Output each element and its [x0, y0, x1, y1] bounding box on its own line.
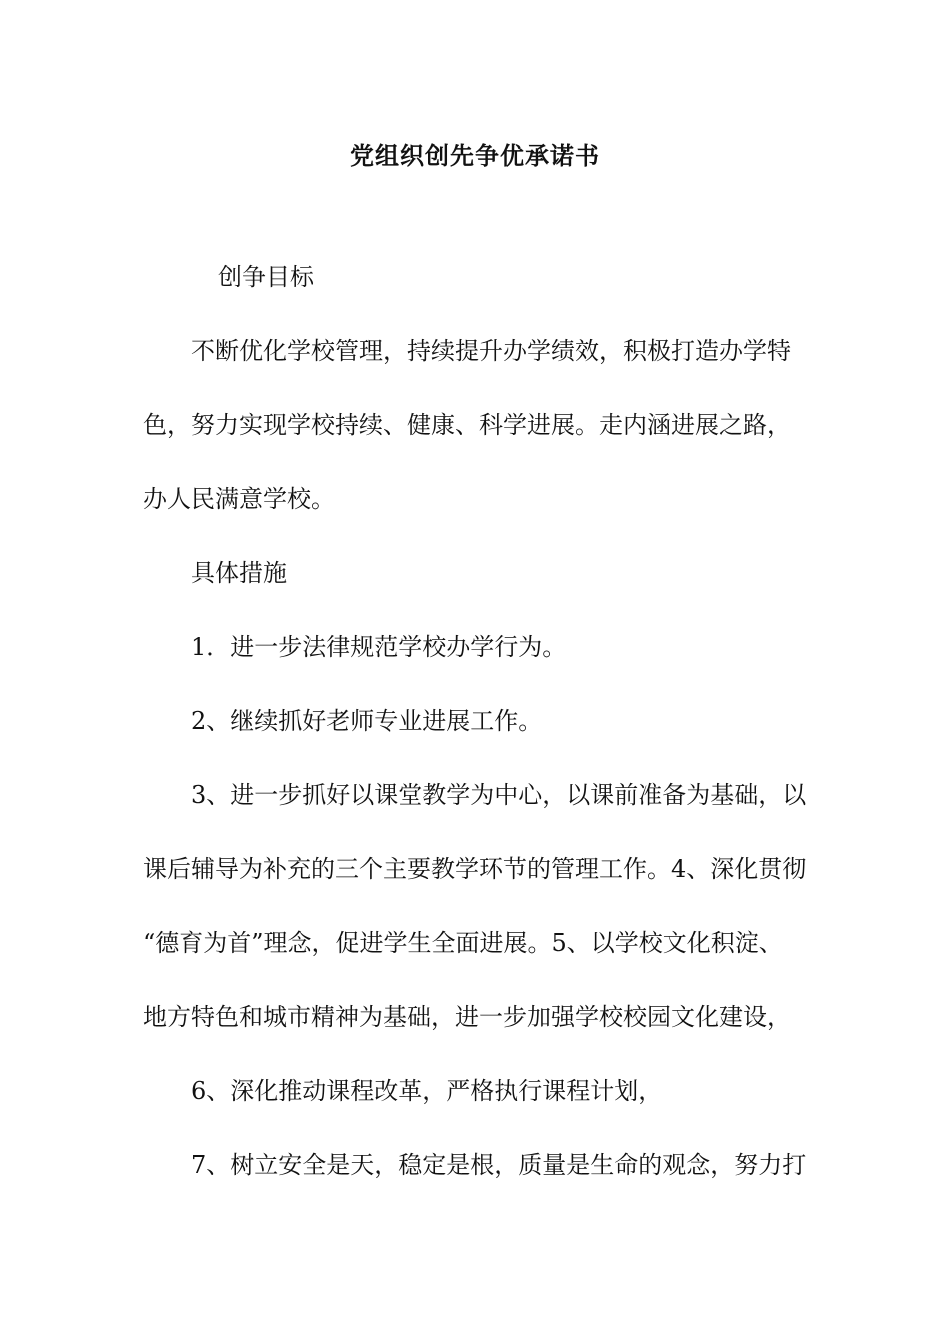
paragraph-line: 课后辅导为补充的三个主要教学环节的管理工作。4、深化贯彻: [143, 855, 807, 883]
paragraph-line: 办人民满意学校。: [143, 485, 335, 513]
list-item: 1．进一步法律规范学校办学行为。: [191, 633, 567, 661]
list-item: 7、树立安全是天，稳定是根，质量是生命的观念，努力打: [191, 1151, 807, 1179]
section-heading-goals: 创争目标: [218, 263, 314, 291]
list-item: 3、进一步抓好以课堂教学为中心，以课前准备为基础，以: [191, 781, 807, 809]
list-item: 6、深化推动课程改革，严格执行课程计划，: [191, 1077, 663, 1105]
paragraph-line: 色，努力实现学校持续、健康、科学进展。走内涵进展之路，: [143, 411, 791, 439]
list-item: 2、继续抓好老师专业进展工作。: [191, 707, 543, 735]
document-title: 党组织创先争优承诺书: [350, 141, 600, 170]
paragraph-line: 地方特色和城市精神为基础，进一步加强学校校园文化建设，: [143, 1003, 791, 1031]
paragraph-line: 不断优化学校管理，持续提升办学绩效，积极打造办学特: [191, 337, 791, 365]
section-heading-measures: 具体措施: [191, 559, 287, 587]
paragraph-line: “德育为首”理念，促进学生全面进展。5、以学校文化积淀、: [143, 929, 783, 957]
